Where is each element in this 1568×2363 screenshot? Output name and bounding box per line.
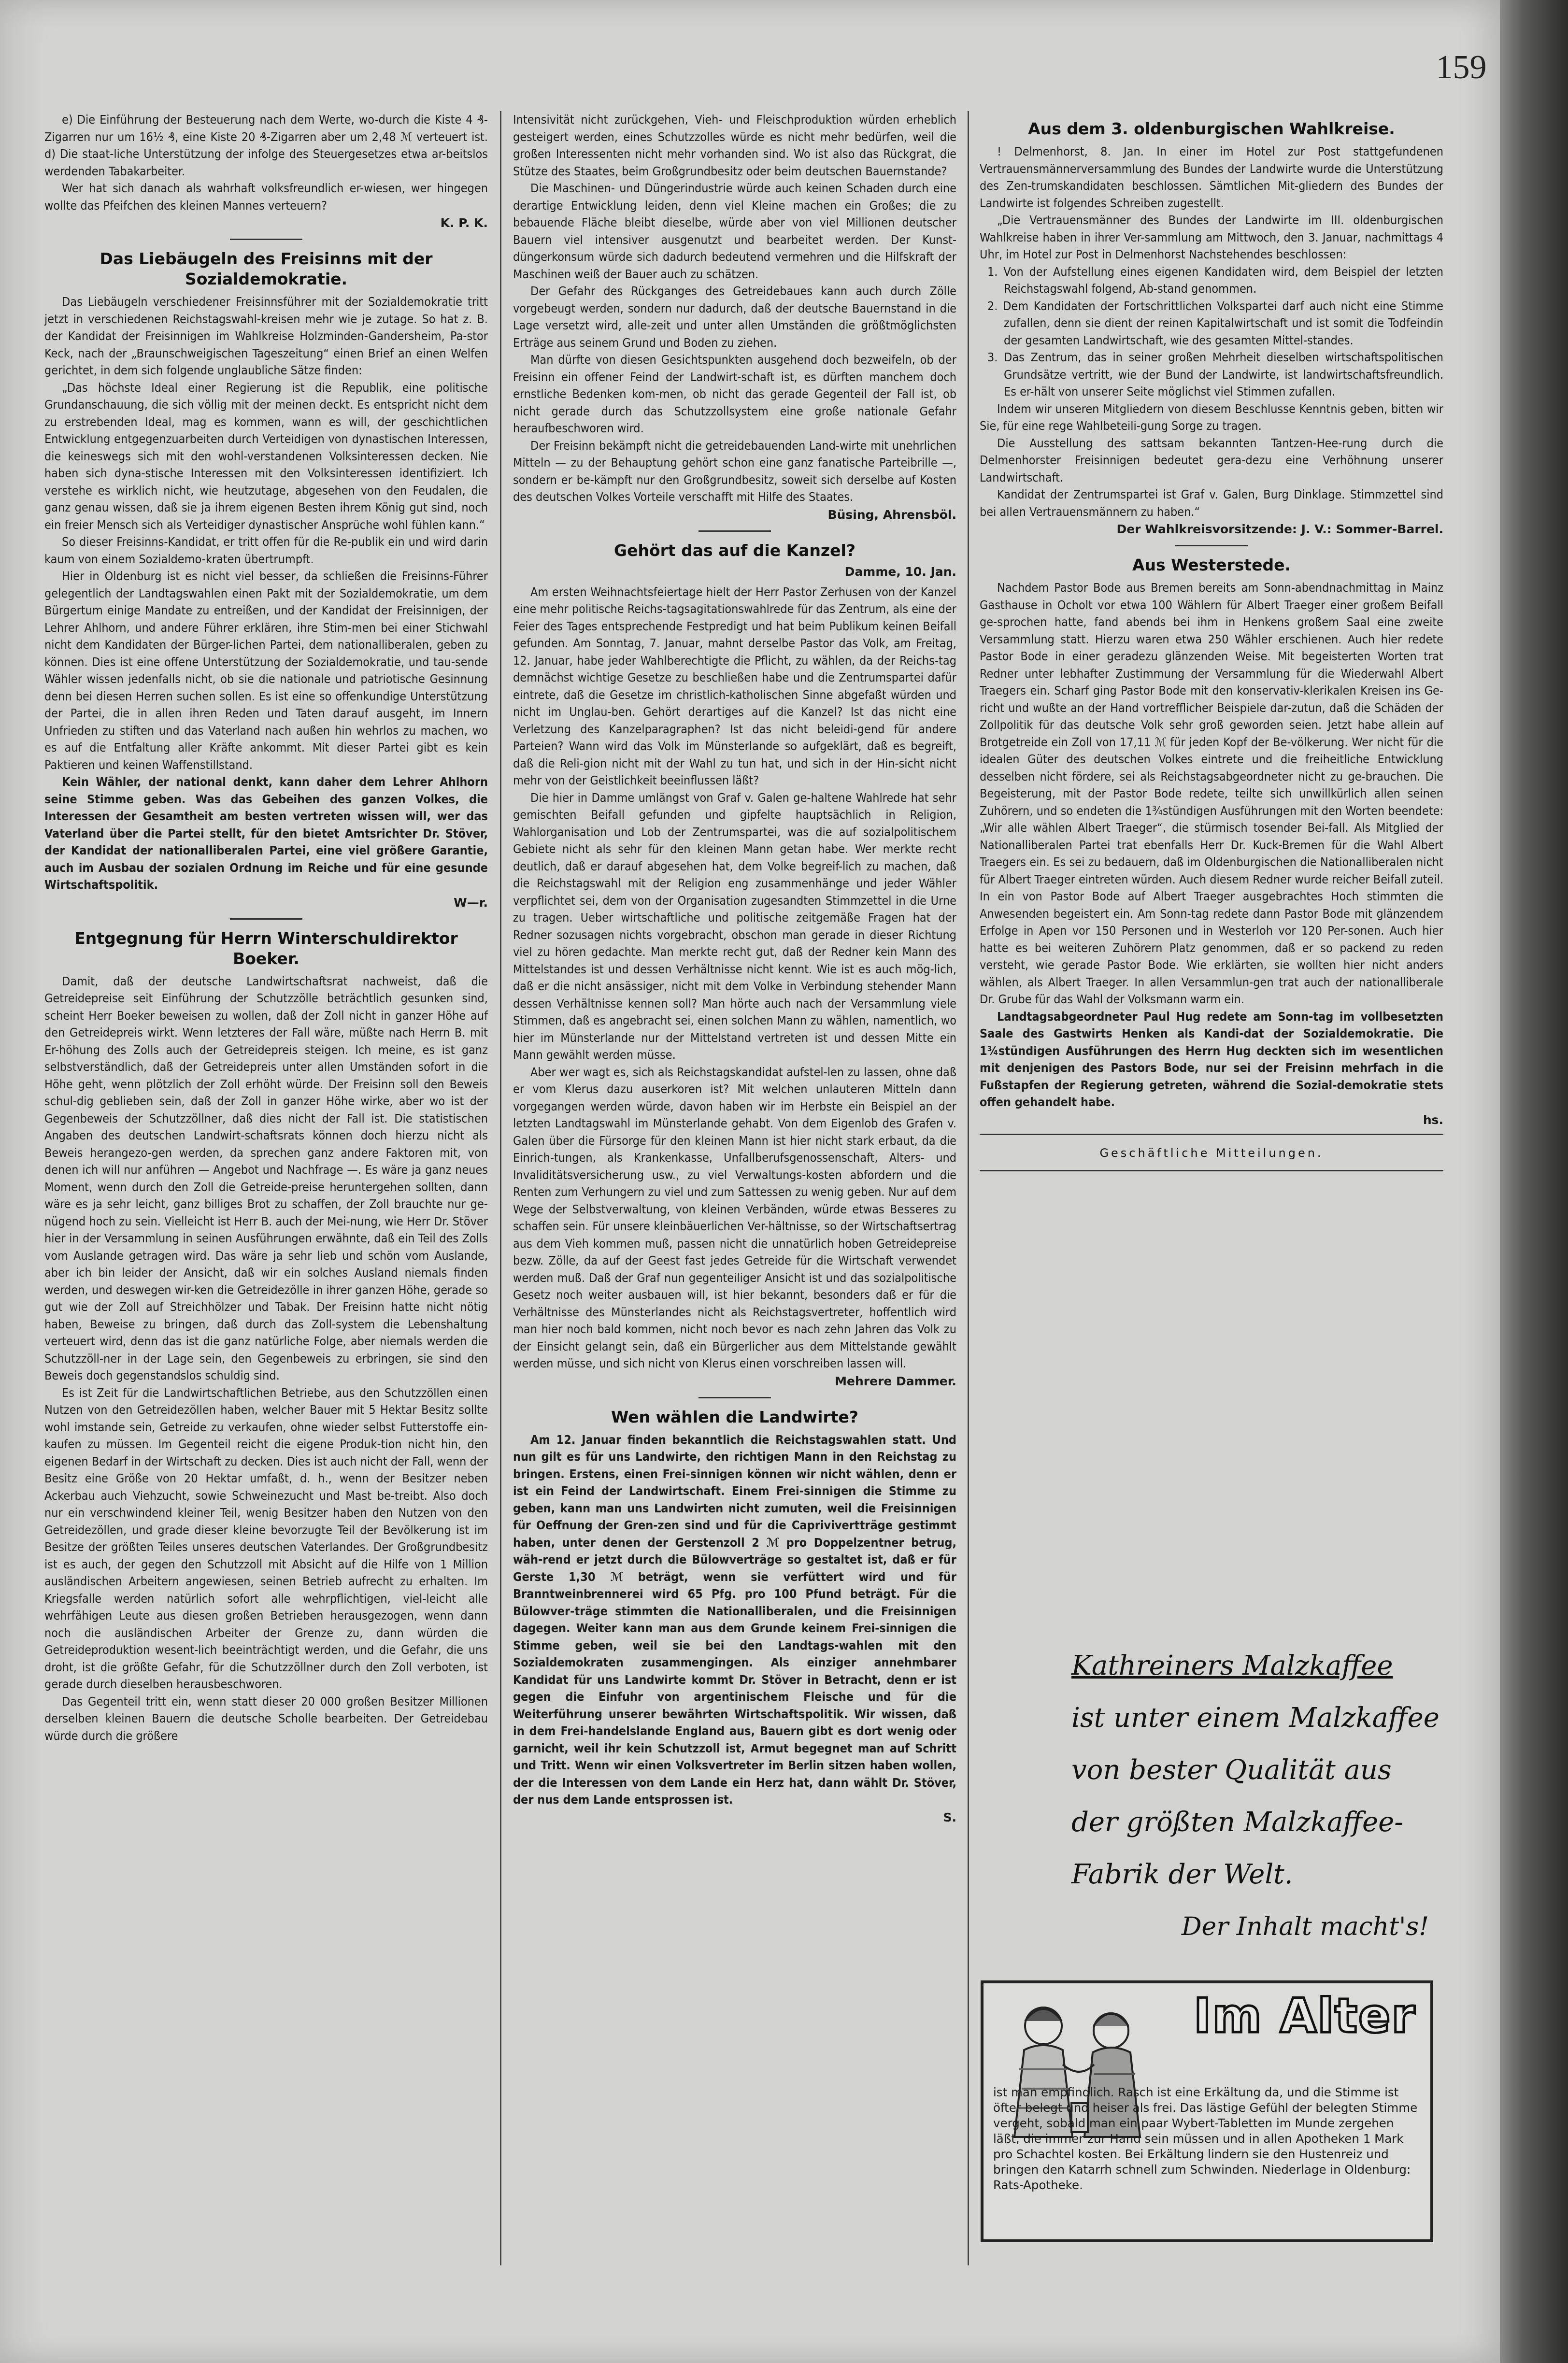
intro-paragraph: e) Die Einführung der Besteuerung nach dem Werte, wo-durch die Kiste 4 ₰-Zigarren nur um 16½ ₰, eine Kiste 20 ₰-Zigarren aber um 2,48 ℳ verteuert ist. d) Die staat-liche Unterstützung der infolge des Steuergesetzes etwa ar-beitslos werdenden Tabakarbeiter. — [44, 113, 488, 178]
article-heading-landwirte: Wen wählen die Landwirte? — [611, 1407, 859, 1426]
divider — [230, 918, 302, 920]
ad-line: von bester Qualität aus — [1071, 1754, 1392, 1786]
article-paragraph: Aber wer wagt es, sich als Reichstagskandidat aufstel-len zu lassen, ohne daß er vom Klerus dazu auserkoren ist? Mit welchen unlauteren Mitteln dann vorgegangen werden würde, davon haben wir im Herbste ein Beispiel an der letzten Landtagswahl im Münsterlande gehabt. Von dem Eigenlob des Grafen v. Galen über die Fürsorge für den kleinen Mann ist hier nicht stark erbaut, da die Einrich-tungen, als Krankenkasse, Unfallberufsgenossenschaft, Alters- und Invaliditätsversicherung usw., zu viel Verwaltungs-kosten abfordern und die Renten zum Verhungern zu viel und zum Sattessen zu wenig geben. Nur auf dem Wege der Selbstverwaltung, von kleinen Verbänden, würde etwas Besseres zu schaffen sein. Für unsere kleinbäuerlichen Ver-hältnisse, so der Wirtschaftsertrag aus dem Vieh kommen muß, passen nicht die unnatürlich hoben Getreidepreise bezw. Zölle, da auf der Geest fast jedes Getreide für die Wirtschaft verwendet werden muß. Daß der Graf nun gegenteiliger Ansicht ist und das sozialpolitische Gesetz noch weiter ausbauen will, ist hier bekannt, besonders daß er für die Verhältnisse des Münsterlandes nicht als Reichstagsvertreter, hoffentlich wird man hier noch bald kommen, nicht noch bevor es nach zehn Jahren das Volk zu der Einsicht gelangt sein, daß ein Bürgerlicher aus dem Mittelstande gewählt werden müsse, und sich nicht von Klerus einen vorschreiben lassen will. — [513, 1065, 956, 1370]
article-paragraph: „Die Vertrauensmänner des Bundes der Landwirte im III. oldenburgischen Wahlkreise haben in ihrer Ver-sammlung am Mittwoch, den 3. Januar, nachmittags 4 Uhr, im Hotel zur Post in Delmenhorst Nachstehendes beschlossen: — [980, 213, 1443, 261]
article-paragraph: Man dürfte von diesen Gesichtspunkten ausgehend doch bezweifeln, ob der Freisinn ein offener Feind der Landwirt-schaft ist, es dürften manchem doch ernstliche Bedenken kom-men, ob nicht das gerade Gegenteil der Fall ist, ob nicht gerade durch das Schutzzollsystem eine große nationale Gefahr heraufbeschworen wird. — [513, 353, 956, 435]
article-heading-boeker: Entgegnung für Herrn Winterschuldirektor Boeker. — [74, 928, 458, 968]
article-paragraph: So dieser Freisinns-Kandidat, er tritt offen für die Re-publik ein und wird darin kaum von einem Sozialdemo-kraten übertrumpft. — [44, 535, 488, 566]
article-paragraph: „Das höchste Ideal einer Regierung ist die Republik, eine politische Grundanschauung, die sich völlig mit der meinen deckt. Es entspricht nicht dem zu erstrebenden Ideal, mag es kommen, wann es will, der geschichtlichen Entwicklung entgegenzuarbeiten durch Verteidigen von dynastischen Interessen, die keineswegs sich mit den wohl-verstandenen Volksinteressen decken. Nie haben sich dyna-stische Interessen mit den Volksinteressen identifiziert. Ich verstehe es wirklich nicht, wie heutzutage, abgesehen von den Feudalen, die ganz genau wissen, daß sie ja ihrem eigenen Besten ihrem König gut sind, noch ein freier Mensch sich als Verteidiger dynastischer Ansprüche wohl fühlen kann.“ — [44, 380, 488, 532]
ad-line: der größten Malzkaffee- — [1071, 1807, 1404, 1838]
ad-title: Im Alter — [1194, 1989, 1416, 2044]
intro-paragraph: Wer hat sich danach als wahrhaft volksfreundlich er-wiesen, wer hingegen wollte das Pfeifchen des kleinen Mannes verteuern? — [44, 181, 488, 213]
list-item: 2. Dem Kandidaten der Fortschrittlichen Volkspartei darf auch nicht eine Stimme zufallen, denn sie dient der reinen Kapitalwirtschaft und ist somit die Todfeindin der gesamten Landwirtschaft, wie des gesamten Mittel-standes. — [987, 299, 1443, 347]
list-item: 1. Von der Aufstellung eines eigenen Kandidaten wird, dem Beispiel der letzten Reichstagswahl folgend, Ab-stand genommen. — [987, 264, 1443, 296]
divider — [980, 1134, 1443, 1135]
column-rule-2 — [968, 111, 969, 2265]
article-paragraph: Damit, daß der deutsche Landwirtschaftsrat nachweist, daß die Getreidepreise seit Einführung der Schutzzölle beträchtlich gesunken sind, scheint Herr Boeker beweisen zu wollen, daß der Zoll nicht in ganzer Höhe auf den Getreidepreis wirkt. Wenn letzteres der Fall wäre, müßte nach Herrn B. mit Er-höhung des Zolls auch der Getreidepreis steigen. Ich meine, es ist ganz selbstverständlich, daß der Getreidepreis unter allen Umständen sofort in die Höhe geht, wenn plötzlich der Zoll erhöht würde. Der Freisinn soll den Beweis schul-dig geblieben sein, daß der Zoll in ganzer Höhe wirke, aber wo ist der Gegenbeweis der Schutzzöllner, daß dies nicht der Fall ist. Die statistischen Angaben des deutschen Landwirt-schaftsrats können doch hierzu nicht als Beweis herangezo-gen werden, da sprechen ganz andere Faktoren mit, von denen ich will nur anführen — Angebot und Nachfrage —. Es wäre ja ganz neues Moment, wenn durch den Zoll die Getreide-preise heruntergehen sollten, dann wäre es ja sehr leicht, ganz billiges Brot zu schaffen, der Zoll brauchte nur ge-nügend hoch zu sein. Vielleicht ist Herr B. auch der Mei-nung, wie Herr Dr. Stöver hier in der Versammlung in seinen Ausführungen erwähnte, daß ein Teil des Zolls vom Auslande getragen wird. Das wäre ja sehr lieb und schön vom Auslande, aber ich bin leider der Ansicht, daß wir ein solches Ausland niemals finden werden, und deswegen wir-ken die Getreidezölle in ihrer ganzen Höhe, gerade so gut wie der Zoll auf Streichhölzer und Tabak. Der Freisinn hatte nicht nötig haben, Beweise zu bringen, daß durch das Zoll-system die Lebenshaltung verteuert wird, denn das ist die ganz natürliche Folge, aber niemals werden die Schutzzöll-ner in der Lage sein, den Gegenbeweis zu erbringen, sie sind den Beweis doch gegenstandslos schuldig sind. — [44, 974, 488, 1382]
article-paragraph: Der Freisinn bekämpft nicht die getreidebauenden Land-wirte mit unehrlichen Mitteln — zu der Behauptung gehört schon eine ganz fanatische Parteibrille —, sondern er be-kämpft nur den Großgrundbesitz, soweit sich derselbe auf Kosten des deutschen Volkes Vorteile verschafft mit Hilfe des Staates. — [513, 438, 956, 504]
article-paragraph: Indem wir unseren Mitgliedern von diesem Beschlusse Kenntnis geben, bitten wir Sie, für eine rege Wahlbeteili-gung Sorge zu tragen. — [980, 401, 1443, 433]
divider — [1175, 545, 1248, 546]
article-paragraph: Hier in Oldenburg ist es nicht viel besser, da schließen die Freisinns-Führer gelegentlich der Landtagswahlen einen Pakt mit der Sozialdemokratie, um dem Bürgertum einige Mandate zu entreißen, und der Kandidat der Freisinnigen, der Lehrer Ahlhorn, und andere Führer erklären, ihre Stim-men bei einer Stichwahl nicht dem Kandidaten der Bürger-lichen Partei, dem nationalliberalen, geben zu können. Dies ist eine offene Unterstützung der Sozialdemokratie, und tau-sende Wähler wissen jedenfalls nicht, ob sie die nationale und patriotische Gesinnung denn bei diesen Herren suchen sollen. Es ist eine so offenkundige Unterstützung der Partei, die in allen ihren Reden und Taten darauf ausgeht, im Innern Unfrieden zu stiften und das Vaterland nach außen hin wehrlos zu machen, wo es auf die Entfaltung aller Kräfte ankommt. Mit dieser Partei gibt es kein Paktieren und keinen Waffenstillstand. — [44, 569, 488, 772]
article-heading-freisinn: Das Liebäugeln des Freisinns mit der Sozialdemokratie. — [100, 249, 433, 288]
article-paragraph: Landtagsabgeordneter Paul Hug redete am Sonn-tag im vollbesetzten Saale des Gastwirts Henken als Kandi-dat der Sozialdemokratie. Die 1¾stündigen Ausführungen des Herrn Hug deckten sich im wesentlichen mit denjenigen des Pastors Bode, nur sei der Freisinn mehrfach in die Fußstapfen der Regierung getreten, während die Sozial-demokratie stets offen gehandelt habe. — [980, 1009, 1443, 1109]
article-paragraph: Es ist Zeit für die Landwirtschaftlichen Betriebe, aus den Schutzzöllen einen Nutzen von den Getreidezöllen haben, welcher Bauer mit 5 Hektar Besitz sollte wohl imstande sein, Getreide zu verkaufen, ohne wieder selbst Futterstoffe ein-kaufen zu müssen. Im Gegenteil reicht die eigene Produk-tion nicht hin, den eigenen Bedarf in der Wirtschaft zu decken. Dies ist auch nicht der Fall, wenn der Besitz eine Größe von 20 Hektar umfaßt, d. h., wenn der Besitzer neben Ackerbau auch Viehzucht, sowie Schweinezucht und Mast be-treibt. Also doch nur ein verschwindend kleiner Teil, wenig Besitzer haben den Nutzen von den Getreidezöllen, und grade dieser kleine bevorzugte Teil der Bevölkerung ist im Besitze der größten Teiles unseres deutschen Vaterlandes. Der Großgrundbesitz ist es auch, der gegen den Schutzzoll mit Absicht auf die Hilfe von 1 Million ausländischen Arbeitern angewiesen, seinen Betrieb aufrecht zu erhalten. Im Kriegsfalle werden natürlich sofort alle wehrpflichtigen, viel-leicht alle wehrfähigen Leute aus diesen großen Betrieben herausgezogen, wenn dann noch die ausländischen Arbeiter der Grenze zu, dann würden die Getreideproduktion wesent-lich beeinträchtigt werden, und die Gefahr, die uns droht, ist die größte Gefahr, für die Schutzzöllner durch den Zoll verboten, ist gerade durch dieselben herausbeschworen. — [44, 1385, 488, 1691]
ad-line: Der Inhalt macht's! — [1181, 1912, 1429, 1941]
kathreiner-advertisement — [1071, 1640, 1440, 1941]
intro-signature: K. P. K. — [440, 216, 488, 230]
divider — [980, 1170, 1443, 1171]
divider — [230, 239, 302, 240]
column-rule-1 — [500, 111, 501, 2265]
article-signature: W—r. — [454, 895, 488, 910]
article-paragraph: Am 12. Januar finden bekanntlich die Reichstagswahlen statt. Und nun gilt es für uns Landwirte, den richtigen Mann in den Reichstag zu bringen. Erstens, einen Frei-sinnigen können wir nicht wählen, denn er ist ein Feind der Landwirtschaft. Einem Frei-sinnigen die Stimme zu geben, kann man uns Landwirten nicht zumuten, weil die Freisinnigen für Oeffnung der Gren-zen sind und für die Caprivivertträge gestimmt haben, unter denen der Gerstenzoll 2 ℳ pro Doppelzentner betrug, wäh-rend er jetzt durch die Bülowverträge so gestaltet ist, daß er für Gerste 1,30 ℳ beträgt, wenn sie verfüttert wird und für Branntweinbrennerei wird 65 Pfg. pro 100 Pfund beträgt. Für die Bülowver-träge stimmten die Nationalliberalen, und die Freisinnigen dagegen. Weiter kann man aus dem Grunde keinem Frei-sinnigen die Stimme geben, weil sie bei den Landtags-wahlen mit den Sozialdemokraten zusammengingen. Als einziger annehmbarer Kandidat für uns Landwirte kommt Dr. Stöver in Betracht, denn er ist gegen die Einfuhr von argentinischem Fleische und für die Weiterführung unserer bewährten Wirtschaftspolitik. Wir wissen, daß in dem Frei-handelslande England aus, Bauern gibt es dort wenig oder garnicht, weil ihr kein Schutzzoll ist, Armut begegnet man auf Schritt und Tritt. Wenn wir einen Volksvertreter im Berlin sitzen haben wollen, der die Interessen von dem Lande ein Herz hat, dann wählt Dr. Stöver, der nus dem Lande entsprossen ist. — [513, 1432, 956, 1807]
article-paragraph: Nachdem Pastor Bode aus Bremen bereits am Sonn-abendnachmittag in Mainz Gasthause in Ocholt vor etwa 100 Wählern für Albert Traeger einer großem Beifall ge-sprochen hatte, fand abends bei ihm in Henkens großem Saal eine zweite Versammlung statt. Hierzu waren etwa 250 Wähler erschienen. Auch hier redete Pastor Bode in einer geradezu glänzenden Weise. Mit begeisterten Worten trat Redner unter lebhafter Zustimmung der Versammlung für die Wiederwahl Albert Traegers ein. Scharf ging Pastor Bode mit den konservativ-klerikalen Kreisen ins Ge-richt und wußte an der Hand vortrefflicher Beispiele dar-zutun, daß die Schäden der Zollpolitik für das deutsche Volk sehr groß geworden seien. Jetzt habe allein auf Brotgetreide ein Zoll von 17,11 ℳ für jeden Kopf der Be-völkerung. Wer nicht für die idealen Güter des deutschen Volkes eintrete und die freiheitliche Entwicklung desselben nicht fördere, sei als Reichstagsabgeordneter nicht zu ge-brauchen. Die Begeisterung, mit der Pastor Bode redete, teilte sich unwillkürlich allen seinen Zuhörern, und so endeten die 1¾stündigen Ausführungen mit den Worten beendete: „Wir alle wählen Albert Traeger“, die stürmisch tosender Bei-fall. Als Mitglied der Nationalliberalen Partei trat ebenfalls Herr Dr. Kuck-Bremen für die Wahl Albert Traegers ein. Es sei zu bedauern, daß im Oldenburgischen die Nationalliberalen nicht für Albert Traeger eintreten würden. Auch diesem Redner wurde reicher Beifall zuteil. In ein von Pastor Bode auf Albert Traeger ausgebrachtes Hoch stimmten die Anwesenden begeistert ein. Am Sonn-tag redete dann Pastor Bode mit glänzendem Erfolge in Apen vor 150 Personen und in Westerloh vor 120 Per-sonen. Auch hier hatte es bei weiteren Zuhörern Platz genommen, daß er so packend zu reden versteht, wie gerade Pastor Bode. Wie erklärten, sie wollten hier nicht anders wählen, als Albert Traeger. In allen Versammlun-gen trat auch der nationalliberale Dr. Grube für das Wahl der Volksmann warm ein. — [980, 581, 1443, 1006]
article-paragraph: ! Delmenhorst, 8. Jan. In einer im Hotel zur Post stattgefundenen Vertrauensmännerversammlung des Bundes der Landwirte wurde die Unterstützung des Zen-trumskandidaten beschlossen. Sämtlichen Mit-gliedern des Bundes der Landwirte ist folgendes Schreiben zugestellt. — [980, 144, 1443, 210]
article-paragraph: Das Liebäugeln verschiedener Freisinnsführer mit der Sozialdemokratie tritt jetzt in verschiedenen Reichstagswahl-kreisen mehr wie je zutage. So hat z. B. der Kandidat der Freisinnigen im Wahlkreise Holzminden-Gandersheim, Pa-stor Keck, nach der „Braunschweigischen Tageszeitung“ einen Brief an einen Welfen gerichtet, in dem sich folgende unglaubliche Sätze finden: — [44, 295, 488, 377]
article-paragraph: Kein Wähler, der national denkt, kann daher dem Lehrer Ahlhorn seine Stimme geben. Was das Gebeihen des ganzen Volkes, die Interessen der Gesamtheit am besten vertreten wissen will, wer das Vaterland über die Partei stellt, für den bietet Amtsrichter Dr. Stöver, der Kandidat der nationalliberalen Partei, eine viel größere Garantie, auch im Ausbau der sozialen Ordnung im Reiche und für eine gesunde Wirtschaftspolitik. — [44, 775, 488, 892]
article-paragraph: Die hier in Damme umlängst von Graf v. Galen ge-haltene Wahlrede hat sehr gemischten Beifall gefunden und gipfelte hauptsächlich in Religion, Wahlorganisation und Lob der Zentrumspartei, was die auf sozialpolitischem Gebiete nicht als sehr für den kleinen Mann getan habe. Wer merkte recht deutlich, daß er darauf abgesehen hat, dem Volke begreif-lich zu machen, daß die Reichstagswahl mit der Religion eng zusammenhänge und jeder Wähler verpflichtet sei, dem von der Organisation zugesandten Stimmzettel in die Urne zu tragen. Ueber wirtschaftliche und politische zeitgemäße Fragen hat der Redner sozusagen nichts vorgebracht, obschon man gerade in dieser Richtung viel zu hören gedachte. Man merkte recht gut, daß der Redner kein Mann des Mittelstandes ist und dessen Verhältnisse nicht kennt. Wie ist es auch mög-lich, daß er die nicht ansässiger, nicht mit dem Volke in Verbindung stehender Mann dessen Verhältnisse kennen soll? Man hörte auch nach der Versammlung viele Stimmen, daß es angebracht sei, einen solchen Mann zu wählen, namentlich, wo hier im Münsterlande nur der Mittelstand vertreten ist und dessen Mitte ein Mann gewählt werden müsse. — [513, 790, 956, 1062]
article-signature: S. — [943, 1810, 956, 1824]
list-item: 3. Das Zentrum, das in seiner großen Mehrheit dieselben wirtschaftspolitischen Grundsätze vertritt, wie der Bund der Landwirte, ist landwirtschaftsfreundlich. Es er-hält von unserer Seite möglichst viel Stimmen zufallen. — [987, 350, 1443, 399]
column-2 — [513, 111, 956, 1829]
article-heading-wahlkreis: Aus dem 3. oldenburgischen Wahlkreise. — [1028, 119, 1395, 138]
ad-body-text: ist man empfindlich. Rasch ist eine Erkältung da, und die Stimme ist öfter belegt und heiser als frei. Das lästige Gefühl der belegten Stimme vergeht, sobald man ein paar Wybert-Tabletten im Munde zergehen läßt, die immer zur Hand sein müssen und in allen Apotheken 1 Mark pro Schachtel kosten. Bei Erkältung lindern sie den Hustenreiz und bringen den Katarrh schnell zum Schwinden. Niederlage in Oldenburg: Rats-Apotheke. — [993, 2085, 1418, 2192]
article-paragraph: Kandidat der Zentrumspartei ist Graf v. Galen, Burg Dinklage. Stimmzettel sind bei allen Vertrauensmännern zu haben.“ — [980, 487, 1443, 519]
article-dateline: Damme, 10. Jan. — [844, 564, 956, 579]
article-paragraph: Der Gefahr des Rückganges des Getreidebaues kann auch durch Zölle vorgebeugt werden, sondern nur dadurch, daß der deutsche Bauernstand in die Lage versetzt wird, alle-zeit und unter allen Umständen die größtmöglichsten Erträge aus seinem Grund und Boden zu ziehen. — [513, 284, 956, 350]
article-heading-westerstede: Aus Westerstede. — [1132, 555, 1291, 574]
article-paragraph: Das Gegenteil tritt ein, wenn statt dieser 20 000 großen Besitzer Millionen derselben kleinen Bauern die deutsche Scholle bearbeiten. Der Getreidebau würde durch die größere — [44, 1694, 488, 1743]
ad-line: Kathreiners Malzkaffee — [1071, 1650, 1393, 1681]
article-signature: Büsing, Ahrensböl. — [827, 507, 956, 522]
article-signature: Mehrere Dammer. — [835, 1374, 956, 1388]
page-number: 159 — [1436, 49, 1487, 86]
article-heading-kanzel: Gehört das auf die Kanzel? — [614, 541, 855, 560]
business-section-heading: Geschäftliche Mitteilungen. — [1099, 1146, 1324, 1160]
article-paragraph: Intensivität nicht zurückgehen, Vieh- und Fleischproduktion würden erheblich gesteigert werden, eines Schutzzolles würde es nicht mehr bedürfen, weil die großen Interessenten nicht mehr vorhanden sind. Wo ist also das Rückgrat, die Stütze des Staates, beim Großgrundbesitz oder beim deutschen Bauernstande? — [513, 113, 956, 178]
divider — [698, 1397, 771, 1398]
page-edge — [1500, 0, 1568, 2363]
column-3 — [980, 111, 1443, 1178]
article-signature: hs. — [1423, 1112, 1443, 1127]
article-paragraph: Die Maschinen- und Düngerindustrie würde auch keinen Schaden durch eine derartige Entwicklung leiden, denn viel Kleine machen ein Großes; die zu bebauende Fläche bleibt dieselbe, würde aber von viel Millionen deutscher Bauern viel intensiver ausgenutzt und bearbeitet werden. Der Kunst-düngerkonsum würde sich dadurch bedeutend vermehren und die Hilfskraft der Maschinen weiß der Bauer auch zu schätzen. — [513, 181, 956, 281]
article-paragraph: Am ersten Weihnachtsfeiertage hielt der Herr Pastor Zerhusen von der Kanzel eine mehr politische Reichs-tagsagitationswahlrede für das Zentrum, als eine der Feier des Tages entsprechende Festpredigt und hat beim Publikum keinen Beifall gefunden. Am Sonntag, 7. Januar, mahnt derselbe Pastor das Volk, am Freitag, 12. Januar, habe jeder Wahlberechtigte die Pflicht, zu wählen, da der Reichs-tag demnächst wichtige Gesetze zu beschließen habe und die Zentrumspartei dafür eintrete, daß die Gesetze im christlich-katholischen Sinne abgefaßt würden und nicht im Unglau-ben. Gehört derartiges auf die Kanzel? Ist das nicht eine Verletzung des Kanzelparagraphen? Ist das nicht beleidi-gend für andere Parteien? Wann wird das Volk im Münsterlande so aufgeklärt, daß es begreift, daß die Reli-gion nicht mit der Wahl zu tun hat, und sich in der Hin-sicht nicht mehr von der Geistlichkeit beeinflussen läßt? — [513, 584, 956, 787]
article-paragraph: Die Ausstellung des sattsam bekannten Tantzen-Hee-rung durch die Delmenhorster Freisinnigen bedeutet gera-dezu eine Verhöhnung unserer Landwirtschaft. — [980, 436, 1443, 484]
article-signature: Der Wahlkreisvorsitzende: J. V.: Sommer-Barrel. — [1116, 522, 1443, 536]
wybert-advertisement — [981, 1980, 1433, 2242]
ad-line: Fabrik der Welt. — [1071, 1859, 1293, 1890]
column-1 — [44, 111, 488, 1744]
divider — [698, 530, 771, 532]
ad-line: ist unter einem Malzkaffee — [1071, 1702, 1440, 1734]
